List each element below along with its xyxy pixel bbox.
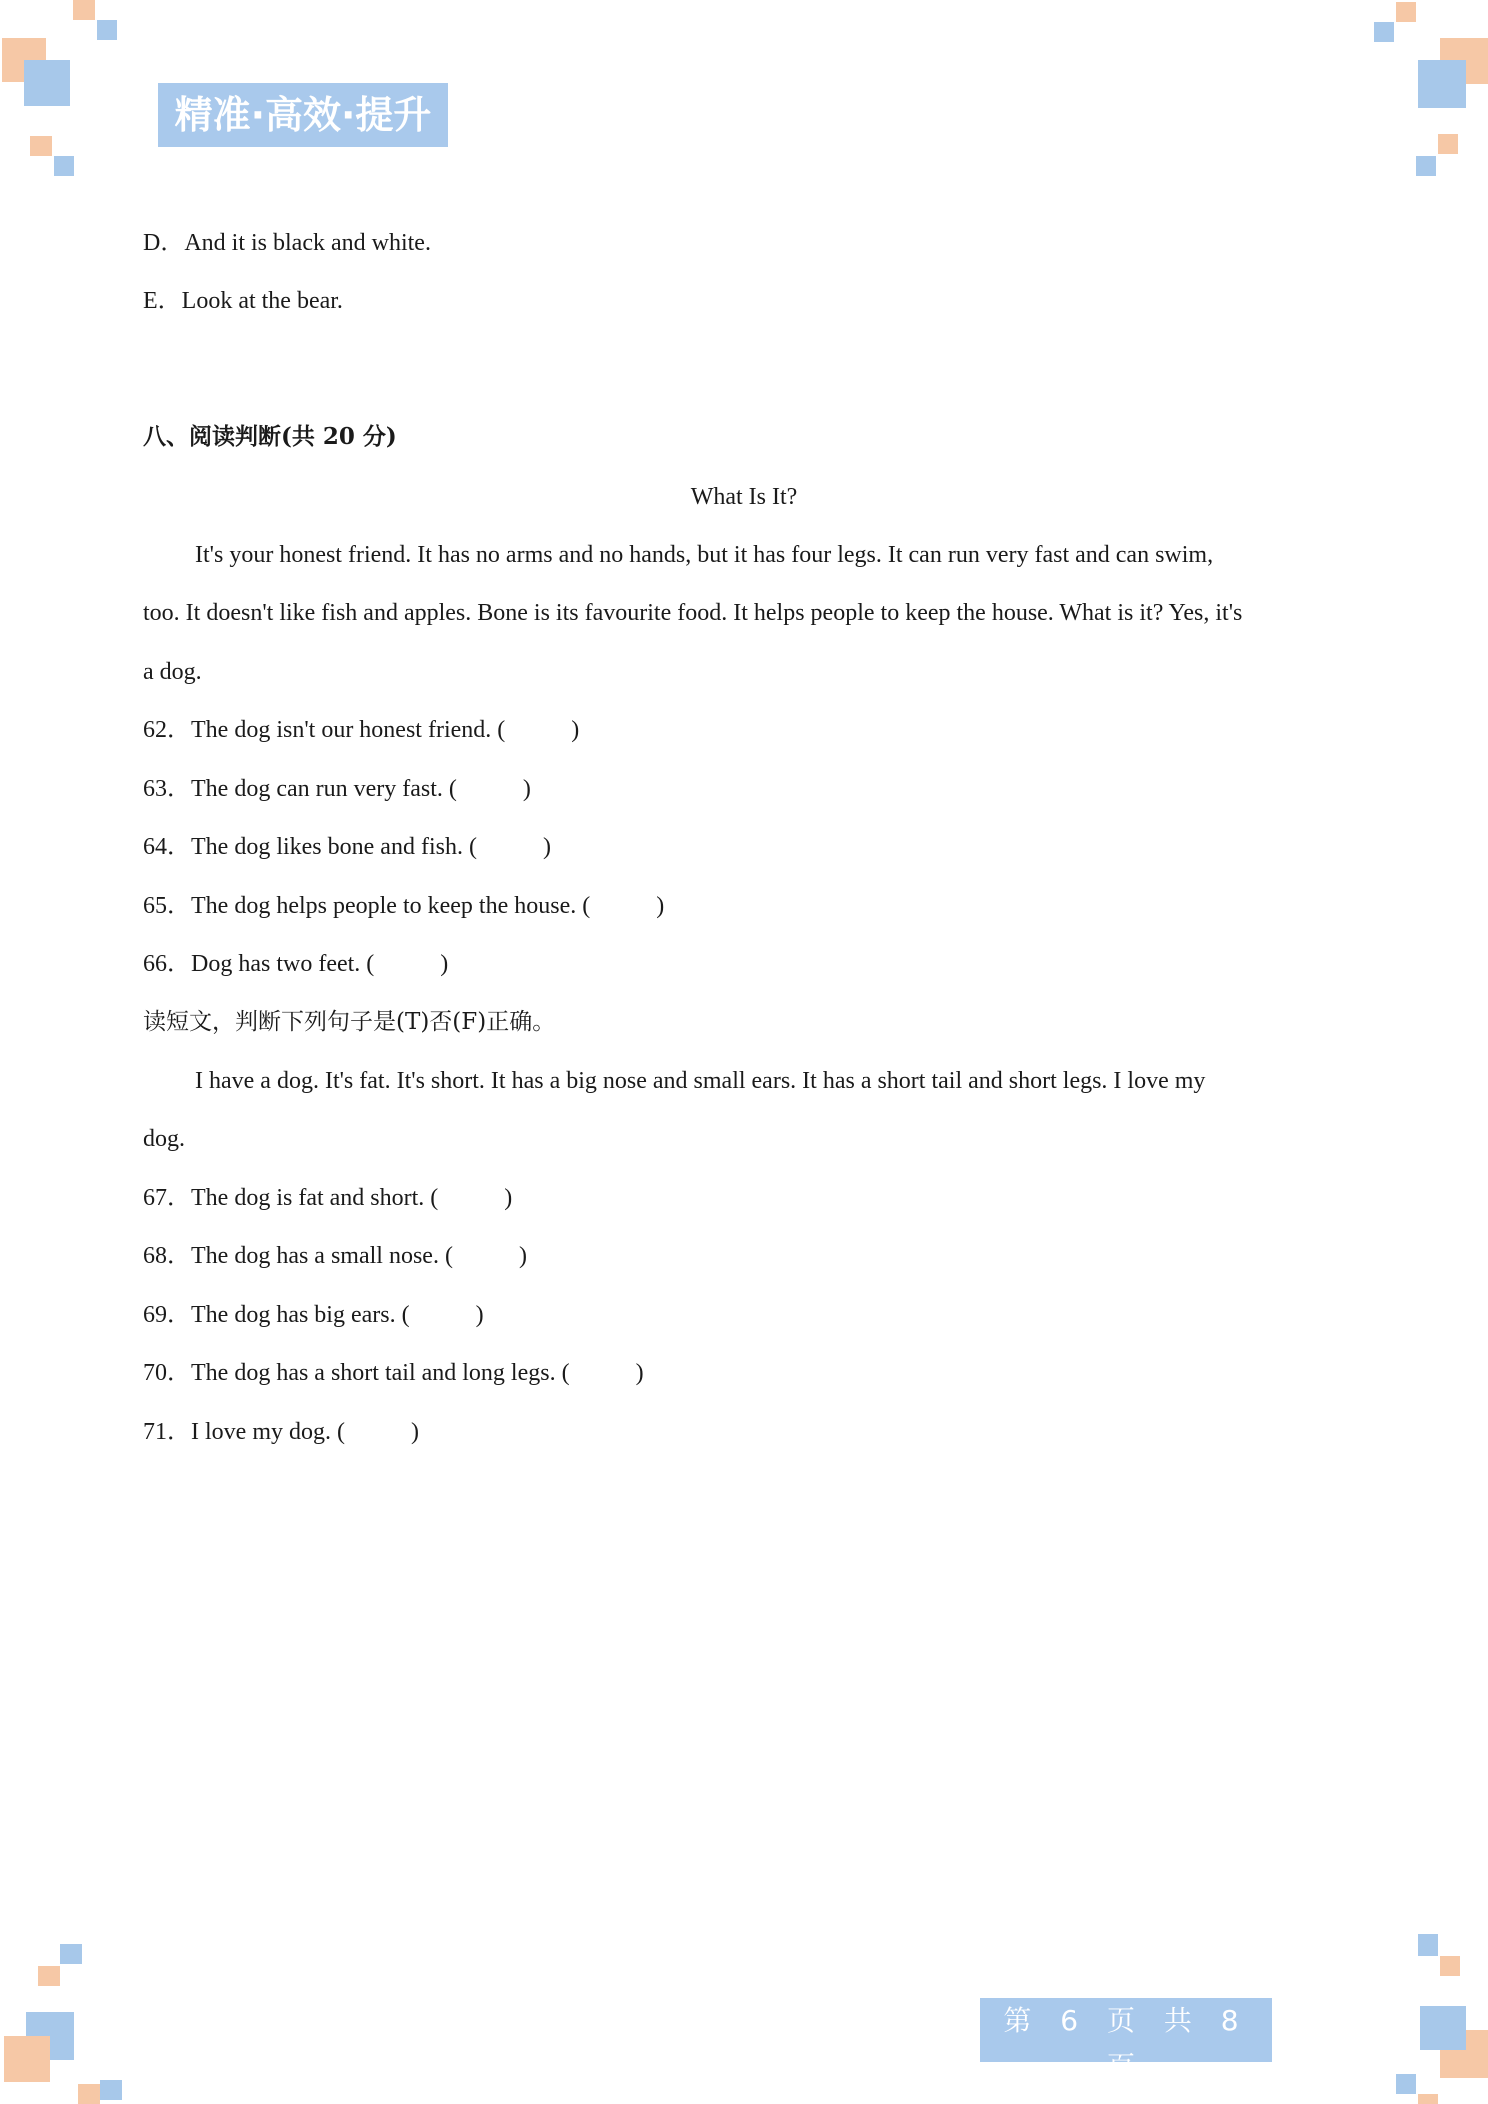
decor-square <box>1374 22 1394 42</box>
decor-square <box>1416 156 1436 176</box>
passage-line: dog. <box>143 1126 185 1152</box>
decor-square <box>1420 2006 1466 2050</box>
decor-square <box>24 60 70 106</box>
section-title: 八、阅读判断(共 20 分) <box>143 423 397 450</box>
decor-square <box>78 2084 100 2104</box>
question-number: 69． <box>143 1302 191 1328</box>
question-item <box>143 832 551 862</box>
passage-title: What Is It? <box>690 484 798 510</box>
question-item <box>143 1358 644 1388</box>
question-text: I love my dog. ( <box>191 1419 345 1445</box>
decor-square <box>60 1944 82 1964</box>
question-close: ) <box>440 951 449 977</box>
question-close: ) <box>504 1185 513 1211</box>
decor-square <box>1418 2094 1438 2104</box>
question-number: 65． <box>143 893 191 919</box>
passage-line: a dog. <box>143 659 202 685</box>
decor-square <box>1438 134 1458 154</box>
question-item <box>143 891 664 921</box>
question-text: Dog has two feet. ( <box>191 951 375 977</box>
decor-square <box>73 0 95 20</box>
question-close: ) <box>410 1419 419 1445</box>
decor-square <box>1396 2074 1416 2094</box>
question-item <box>143 1300 484 1330</box>
question-number: 71． <box>143 1419 191 1445</box>
question-number: 70． <box>143 1360 191 1386</box>
decor-square <box>54 156 74 176</box>
question-close: ) <box>571 717 580 743</box>
question-number: 64． <box>143 834 191 860</box>
header-banner: 精准·高效·提升 <box>158 83 448 147</box>
decor-square <box>38 1966 60 1986</box>
question-close: ) <box>518 1243 527 1269</box>
decor-square <box>30 136 52 156</box>
question-item <box>143 1183 512 1213</box>
passage-line: too. It doesn't like fish and apples. Bone is its favourite food. It helps people to keep the house. What is it? Yes, it's <box>143 600 1243 626</box>
question-close: ) <box>542 834 551 860</box>
question-number: 67． <box>143 1185 191 1211</box>
decor-square <box>1396 2 1416 22</box>
decor-square <box>4 2036 50 2082</box>
decor-square <box>1440 1956 1460 1976</box>
question-close: ) <box>522 776 531 802</box>
question-item <box>143 949 448 979</box>
decor-square <box>1418 60 1466 108</box>
passage-line: I have a dog. It's fat. It's short. It has a big nose and small ears. It has a short tail and short legs. I love my <box>195 1068 1206 1094</box>
question-number: 68． <box>143 1243 191 1269</box>
instruction-text: 读短文，判断下列句子是(T)否(F)正确。 <box>143 1009 556 1035</box>
question-number: 62． <box>143 717 191 743</box>
question-item <box>143 1417 419 1447</box>
question-text: The dog has a short tail and long legs. ( <box>191 1360 570 1386</box>
option-d: D．And it is black and white. <box>143 230 431 256</box>
question-text: The dog helps people to keep the house. ( <box>191 893 591 919</box>
question-close: ) <box>475 1302 484 1328</box>
question-item <box>143 774 531 804</box>
question-text: The dog likes bone and fish. ( <box>191 834 477 860</box>
question-text: The dog has a small nose. ( <box>191 1243 453 1269</box>
question-text: The dog has big ears. ( <box>191 1302 410 1328</box>
passage-line: It's your honest friend. It has no arms and no hands, but it has four legs. It can run very fast and can swim, <box>195 542 1214 568</box>
question-item <box>143 1241 527 1271</box>
decor-square <box>100 2080 122 2100</box>
option-e: E．Look at the bear. <box>143 288 343 314</box>
question-close: ) <box>656 893 665 919</box>
question-close: ) <box>635 1360 644 1386</box>
decor-square <box>1418 1934 1438 1956</box>
page-indicator: 第 6 页 共 8 页 <box>980 1998 1272 2062</box>
decor-square <box>97 20 117 40</box>
question-number: 63． <box>143 776 191 802</box>
question-text: The dog is fat and short. ( <box>191 1185 439 1211</box>
question-number: 66． <box>143 951 191 977</box>
question-text: The dog can run very fast. ( <box>191 776 457 802</box>
question-text: The dog isn't our honest friend. ( <box>191 717 506 743</box>
question-item <box>143 715 579 745</box>
